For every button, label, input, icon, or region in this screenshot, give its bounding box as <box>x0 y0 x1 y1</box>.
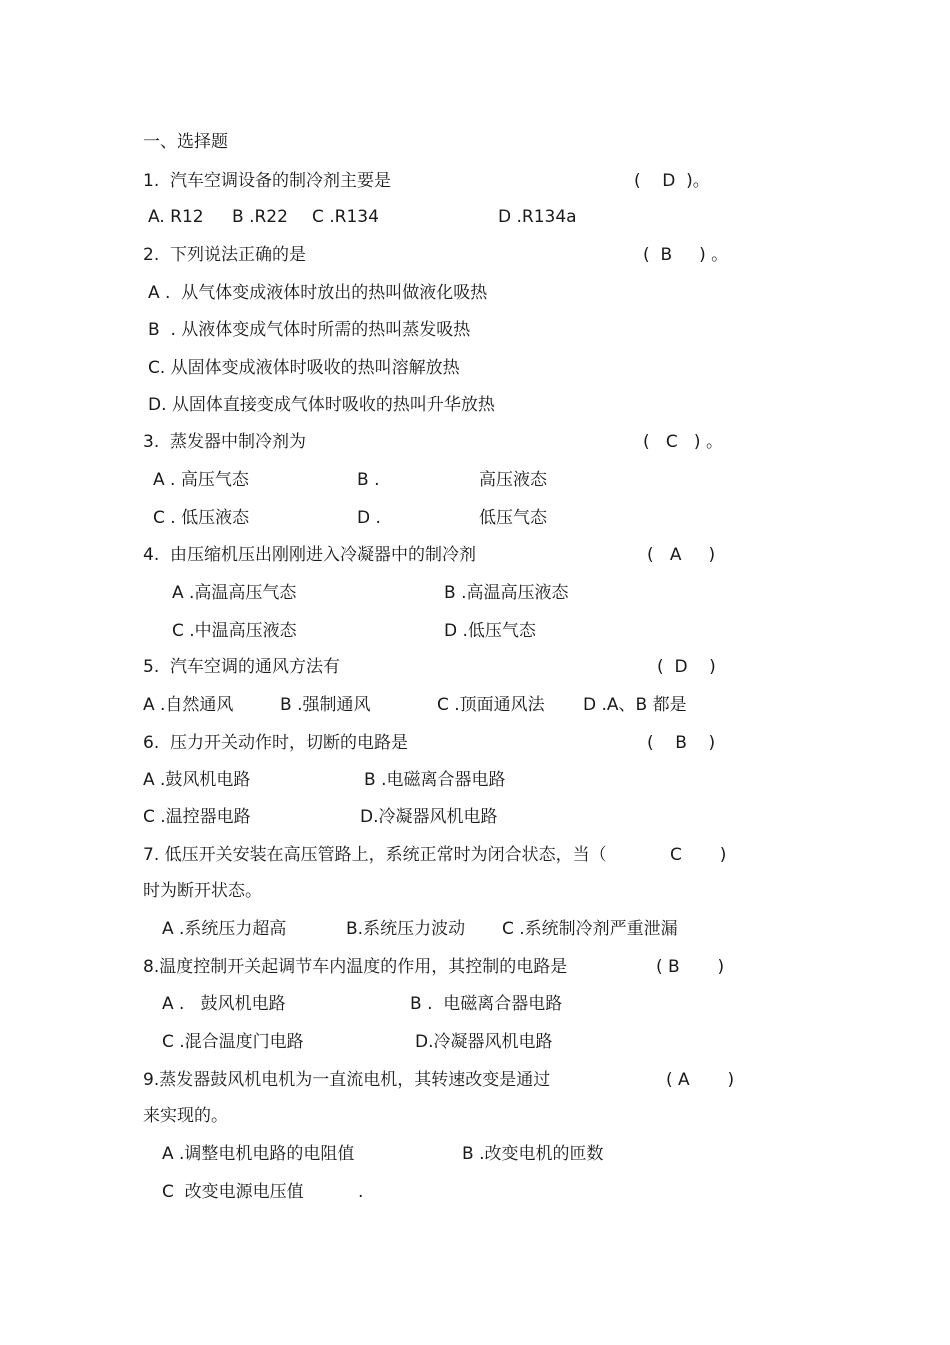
question-2-answer: ( B ) 。 <box>643 245 729 265</box>
question-6-option-b: B .电磁离合器电路 <box>364 770 506 790</box>
question-7-stem: 7. 低压开关安装在高压管路上，系统正常时为闭合状态，当（ <box>143 845 607 865</box>
question-1-option-a: A. R12 <box>148 207 204 227</box>
question-8-option-c: C .混合温度门电路 <box>162 1032 304 1052</box>
question-2-option-a: A . 从气体变成液体时放出的热叫做液化吸热 <box>148 283 488 303</box>
question-7-option-c: C .系统制冷剂严重泄漏 <box>502 919 678 939</box>
question-5-option-d: D .A、B 都是 <box>583 695 687 715</box>
question-6-option-c: C .温控器电路 <box>143 807 251 827</box>
question-3-option-b-text: 高压液态 <box>479 470 547 490</box>
question-3-option-d-letter: D . <box>357 508 381 528</box>
question-1-option-d: D .R134a <box>498 207 577 227</box>
question-4-answer: ( A ) <box>647 545 716 565</box>
question-6-option-d: D.冷凝器风机电路 <box>360 807 498 827</box>
question-1-answer: ( D )。 <box>634 171 710 191</box>
question-8-answer: ( B ) <box>656 957 725 977</box>
question-5-stem: 5. 汽车空调的通风方法有 <box>143 657 341 677</box>
question-4-option-c: C .中温高压液态 <box>172 621 297 641</box>
question-3-option-d-text: 低压气态 <box>479 508 547 528</box>
question-7-answer: C ) <box>670 845 727 865</box>
question-9-option-b: B .改变电机的匝数 <box>462 1144 604 1164</box>
section-title: 一、选择题 <box>143 132 228 152</box>
question-8-stem: 8.温度控制开关起调节车内温度的作用，其控制的电路是 <box>143 957 568 977</box>
question-2-stem: 2. 下列说法正确的是 <box>143 245 307 265</box>
question-5-option-a: A .自然通风 <box>143 695 234 715</box>
question-8-option-b: B . 电磁离合器电路 <box>410 994 563 1014</box>
question-3-option-a: A . 高压气态 <box>153 470 249 490</box>
question-2-option-c: C. 从固体变成液体时吸收的热叫溶解放热 <box>148 358 460 378</box>
question-5-option-c: C .顶面通风法 <box>437 695 545 715</box>
question-1-option-c: C .R134 <box>312 207 379 227</box>
question-9-option-c-tail: . <box>358 1182 364 1202</box>
question-5-option-b: B .强制通风 <box>280 695 371 715</box>
question-1-option-b: B .R22 <box>232 207 288 227</box>
question-9-stem-continued: 来实现的。 <box>143 1106 228 1126</box>
question-3-answer: ( C ) 。 <box>643 432 723 452</box>
question-6-option-a: A .鼓风机电路 <box>143 770 251 790</box>
question-7-stem-continued: 时为断开状态。 <box>143 881 262 901</box>
question-7-option-a: A .系统压力超高 <box>162 919 287 939</box>
question-8-option-d: D.冷凝器风机电路 <box>415 1032 553 1052</box>
question-8-option-a: A . 鼓风机电路 <box>162 994 286 1014</box>
question-4-stem: 4. 由压缩机压出刚刚进入冷凝器中的制冷剂 <box>143 545 477 565</box>
question-4-option-b: B .高温高压液态 <box>444 583 569 603</box>
question-2-option-d: D. 从固体直接变成气体时吸收的热叫升华放热 <box>148 395 495 415</box>
question-3-option-c: C . 低压液态 <box>153 508 250 528</box>
question-9-stem: 9.蒸发器鼓风机电机为一直流电机，其转速改变是通过 <box>143 1070 551 1090</box>
question-6-stem: 6. 压力开关动作时，切断的电路是 <box>143 733 409 753</box>
question-9-answer: ( A ) <box>666 1070 735 1090</box>
question-5-answer: ( D ) <box>657 657 716 677</box>
question-7-option-b: B.系统压力波动 <box>346 919 466 939</box>
question-1-stem: 1. 汽车空调设备的制冷剂主要是 <box>143 171 392 191</box>
question-3-stem: 3. 蒸发器中制冷剂为 <box>143 432 307 452</box>
question-4-option-d: D .低压气态 <box>444 621 536 641</box>
question-3-option-b-letter: B . <box>357 470 380 490</box>
question-9-option-c: C 改变电源电压值 <box>162 1182 304 1202</box>
question-6-answer: ( B ) <box>647 733 716 753</box>
question-2-option-b: B . 从液体变成气体时所需的热叫蒸发吸热 <box>148 320 471 340</box>
question-4-option-a: A .高温高压气态 <box>172 583 297 603</box>
question-9-option-a: A .调整电机电路的电阻值 <box>162 1144 355 1164</box>
